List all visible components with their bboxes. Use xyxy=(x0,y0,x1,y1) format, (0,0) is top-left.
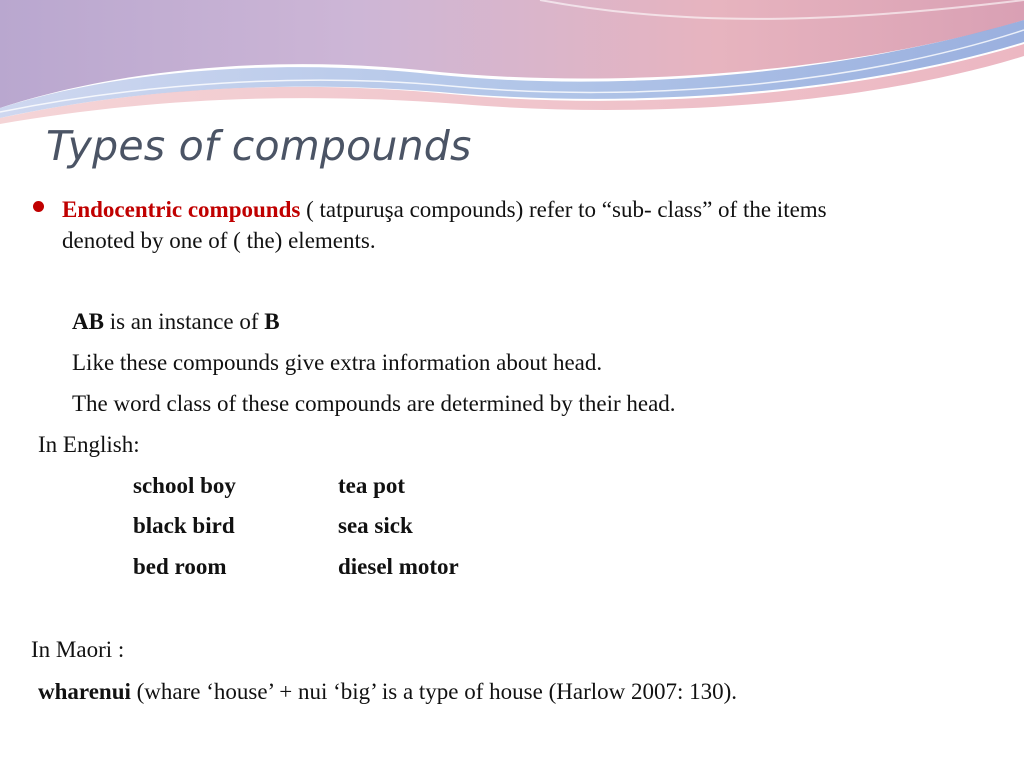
english-label: In English: xyxy=(38,432,140,457)
formula-b: B xyxy=(264,309,280,334)
maori-explanation: (whare ‘house’ + nui ‘big’ is a type of house (Harlow 2007: 130). xyxy=(130,679,738,704)
endocentric-term: Endocentric compounds xyxy=(62,197,301,222)
formula-middle: is an instance of xyxy=(103,309,265,334)
bullet-line-2: denoted by one of ( the) elements. xyxy=(62,228,376,253)
english-example-3b: diesel motor xyxy=(338,554,459,579)
bullet-line-1 xyxy=(62,194,827,225)
bullet-text-part-1: ( tatpuru xyxy=(300,197,385,222)
bullet-dot-icon xyxy=(33,201,44,212)
header-wave-decoration xyxy=(0,0,1024,125)
english-example-2a: black bird xyxy=(133,513,235,538)
maori-term: wharenui xyxy=(38,679,131,704)
bullet-text-part-2: a compounds) refer to “sub- class” of the items xyxy=(393,197,827,222)
maori-label: In Maori : xyxy=(31,637,125,662)
word-class-line: The word class of these compounds are determined by their head. xyxy=(72,391,676,416)
maori-example-line xyxy=(38,676,737,707)
formula-line xyxy=(72,306,280,337)
formula-ab: AB xyxy=(72,309,104,334)
english-example-1b: tea pot xyxy=(338,473,406,498)
english-example-3a: bed room xyxy=(133,554,227,579)
like-line: Like these compounds give extra information about head. xyxy=(72,350,603,375)
slide-title: Types of compounds xyxy=(46,122,472,170)
english-example-2b: sea sick xyxy=(338,513,413,538)
english-example-1a: school boy xyxy=(133,473,236,498)
special-character: ş xyxy=(384,197,394,222)
